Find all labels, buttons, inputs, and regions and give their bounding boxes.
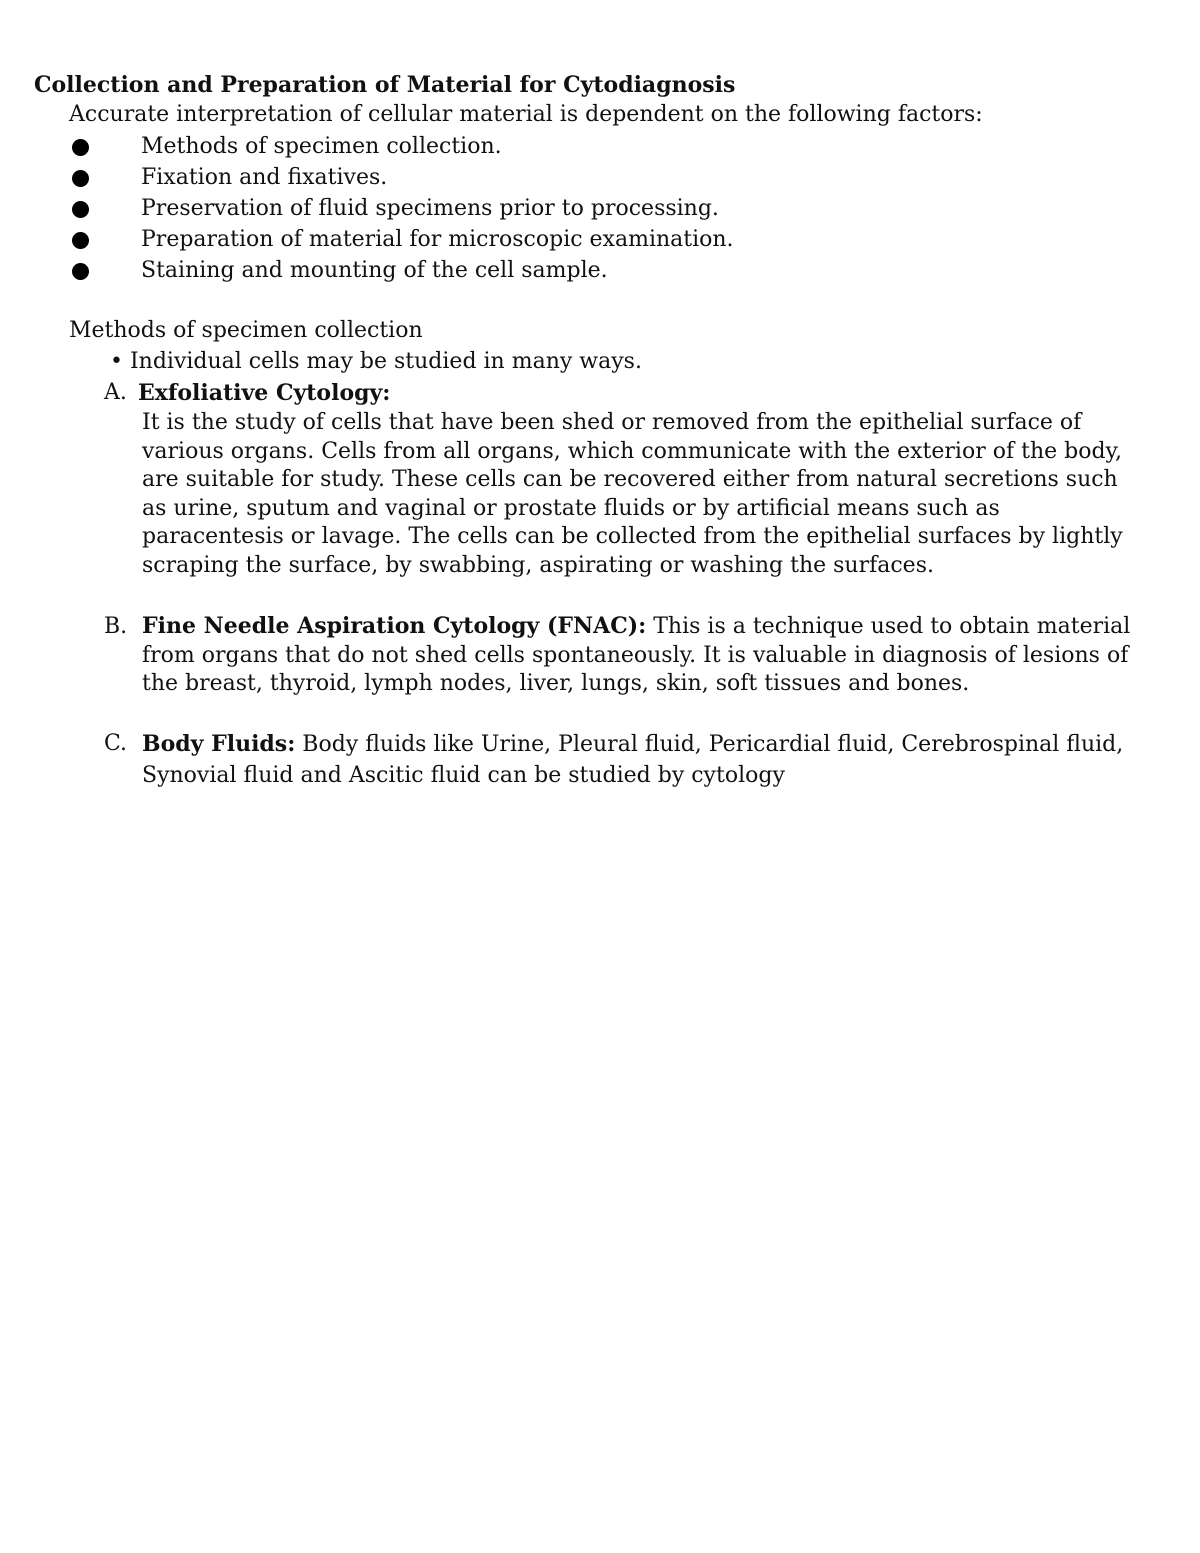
item-body-text: Body fluids like Urine, Pleural fluid, Pericardial fluid, Cerebrospinal fluid, Synovial fluid and Ascitic fluid can be studied by cytology [142,732,1124,788]
item-marker: B. [104,614,128,639]
methods-bullet-text: • Individual cells may be studied in many ways. [110,349,642,374]
factor-text: Staining and mounting of the cell sample. [141,258,608,283]
bullet-dot-icon [72,232,89,249]
factor-text: Preparation of material for microscopic examination. [141,227,734,252]
item-body-text: This is a technique used to obtain material from organs that do not shed cells spontaneously. It is valuable in diagnosis of lesions of the breast, thyroid, lymph nodes, liver, lungs, skin, soft tissues and bones. [142,614,1131,697]
item-body [142,612,1134,699]
factor-text: Methods of specimen collection. [141,134,502,159]
item-heading: Exfoliative Cytology: [138,380,391,406]
method-item-fnac [104,612,1134,699]
item-body-text: It is the study of cells that have been shed or removed from the epithelial surface of various organs. Cells from all organs, which communicate with the exterior of the body, are suitable for study. These cells can be recovered either from natural secretions such as urine, sputum and vaginal or prostate fluids or by artificial means such as paracentesis or lavage. The cells can be collected from the epithelial surfaces by lightly scraping the surface, by swabbing, aspirating or washing the surfaces. [142,410,1123,578]
item-marker: C. [104,731,128,756]
intro-paragraph: Accurate interpretation of cellular material is dependent on the following factors: [69,102,983,127]
item-heading: Fine Needle Aspiration Cytology (FNAC): [142,613,647,639]
item-heading: Body Fluids: [142,731,296,757]
document-title: Collection and Preparation of Material for Cytodiagnosis [34,72,736,98]
method-item-body-fluids [104,729,1134,791]
bullet-dot-icon [72,170,89,187]
item-body [142,729,1134,791]
bullet-dot-icon [72,263,89,280]
factor-text: Fixation and fixatives. [141,165,388,190]
bullet-dot-icon [72,139,89,156]
factor-text: Preservation of fluid specimens prior to processing. [141,196,719,221]
item-marker: A. [104,380,127,405]
bullet-dot-icon [72,201,89,218]
methods-section-heading: Methods of specimen collection [69,318,423,343]
